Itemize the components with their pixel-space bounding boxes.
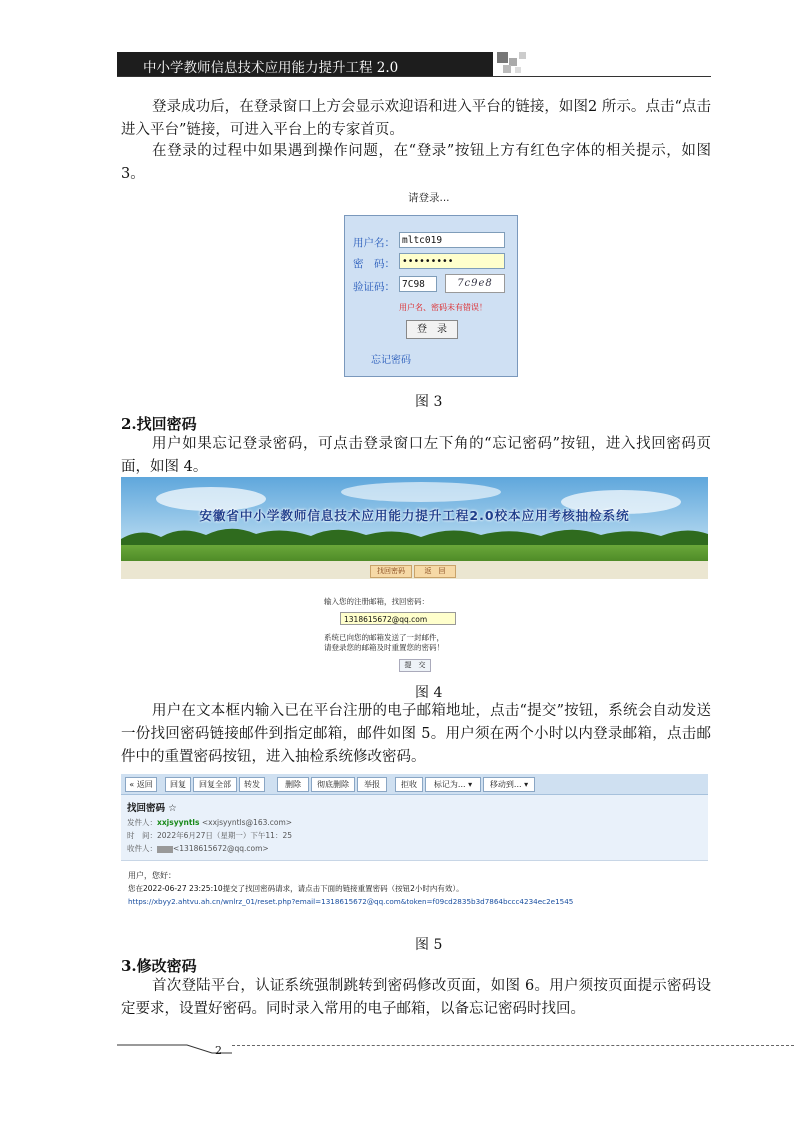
login-title: 请登录... [408,192,450,204]
banner-landscape [121,477,708,571]
redacted-name [157,846,173,853]
username-label: 用户名： [353,237,395,249]
captcha-image[interactable]: 7c9e8 [445,274,505,293]
heading-change-password: 3.修改密码 [121,957,197,975]
captcha-input[interactable]: 7C98 [399,276,437,292]
figure-3-caption: 图 3 [415,394,443,410]
login-error-message: 用户名、密码未有错误！ [399,303,487,312]
mail-time-value: 2022年6月27日（星期一）下午11：25 [157,831,292,840]
heading-password-recovery: 2.找回密码 [121,415,197,433]
mail-greeting: 用户，您好： [128,871,176,880]
mail-to-line [127,843,269,854]
mail-forward-button[interactable]: 转发 [239,777,265,792]
paragraph-change-password: 首次登陆平台，认证系统强制跳转到密码修改页面，如图 6。用户须按页面提示密码设定要求，设置好密码。同时录入常用的电子邮箱，以备忘记密码时找回。 [121,978,711,1017]
mail-from-name[interactable]: xxjsyyntls [157,818,200,827]
paragraph-login-success: 登录成功后，在登录窗口上方会显示欢迎语和进入平台的链接，如图2 所示。点击“点击进入平台”链接，可进入平台上的专家首页。 [121,99,711,138]
mail-time-line [127,830,292,841]
paragraph-login-error: 在登录的过程中如果遇到操作问题，在“登录”按钮上方有红色字体的相关提示，如图 3。 [121,143,711,182]
login-window [344,215,518,377]
mail-divider [121,860,708,861]
paragraph-forgot-password: 用户如果忘记登录密码，可点击登录窗口左下角的“忘记密码”按钮，进入找回密码页面，如图 4。 [121,436,711,475]
mail-reply-button[interactable]: 回复 [165,777,191,792]
mail-report-button[interactable]: 举报 [357,777,387,792]
mail-delete-button[interactable]: 删除 [277,777,309,792]
mail-subject: 找回密码 ☆ [127,803,177,814]
mail-reset-link[interactable]: https://xbyy2.ahtvu.ah.cn/wnlrz_01/reset.php?email=1318615672@qq.com&token=f09cd2835b3d7864bccc4234ec2e1545 [128,897,574,906]
mail-time-label: 时 间： [127,831,157,840]
running-header-title: 中小学教师信息技术应用能力提升工程 2.0 [143,60,399,76]
recovery-prompt: 输入您的注册邮箱，找回密码： [324,597,429,606]
captcha-label: 验证码： [353,281,395,293]
recovery-email-input[interactable]: 1318615672@qq.com [340,612,456,625]
recovery-banner [121,477,708,571]
mail-to-label: 收件人： [127,844,157,853]
banner-title: 安徽省中小学教师信息技术应用能力提升工程2.0校本应用考核抽检系统 [199,508,630,523]
footer-dashed-rule [232,1045,794,1046]
recovery-note-line-1: 系统已向您的邮箱发送了一封邮件， [324,633,444,642]
mail-back-button[interactable]: « 返回 [125,777,157,792]
mail-move-to-dropdown[interactable]: 移动到... ▾ [483,777,535,792]
nav-tab-back[interactable]: 返 回 [414,565,456,578]
login-button[interactable]: 登 录 [406,320,458,339]
recovery-note-line-2: 请登录您的邮箱及时重置您的密码！ [324,643,444,652]
mail-mark-as-dropdown[interactable]: 标记为... ▾ [425,777,481,792]
username-input[interactable]: mltc019 [399,232,505,248]
mail-from-line [127,817,292,828]
mail-from-label: 发件人： [127,818,157,827]
header-decoration [497,52,531,76]
nav-tab-recovery[interactable]: 找回密码 [370,565,412,578]
mail-body-text: 您在2022-06-27 23:25:10提交了找回密码请求，请点击下面的链接重置密码（按钮2小时内有效）。 [128,884,464,893]
mail-header [121,795,708,860]
mail-from-email: <xxjsyyntls@163.com> [201,818,293,827]
password-label: 密 码： [353,258,395,270]
mail-reject-button[interactable]: 拒收 [395,777,423,792]
forgot-password-link[interactable]: 忘记密码 [371,355,411,366]
header-rule [117,76,711,77]
mail-reply-all-button[interactable]: 回复全部 [193,777,237,792]
figure-5-caption: 图 5 [415,937,443,953]
password-input[interactable]: ••••••••• [399,253,505,269]
mail-delete-permanent-button[interactable]: 彻底删除 [311,777,355,792]
mail-to-value: <1318615672@qq.com> [173,844,269,853]
page-number: 2 [215,1044,222,1057]
recovery-note [324,633,444,653]
figure-4-caption: 图 4 [415,685,443,701]
mail-toolbar [121,774,708,795]
paragraph-submit-email: 用户在文本框内输入已在平台注册的电子邮箱地址，点击“提交”按钮，系统会自动发送一份找回密码链接邮件到指定邮箱，邮件如图 5。用户须在两个小时以内登录邮箱，点击邮件中的重置密码按钮，进入抽检系统修改密码。 [121,703,711,765]
recovery-submit-button[interactable]: 提 交 [399,659,431,672]
